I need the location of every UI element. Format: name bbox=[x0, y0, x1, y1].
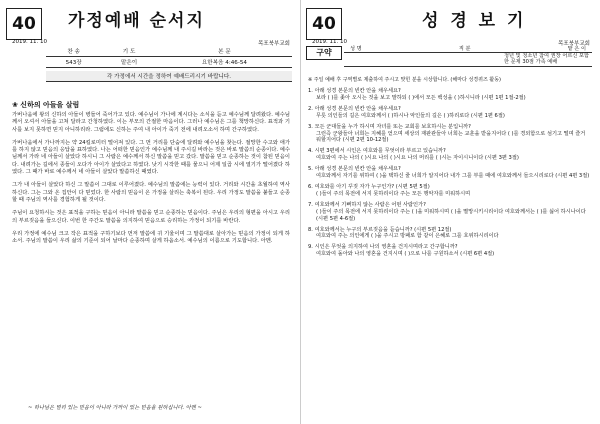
question-item bbox=[308, 184, 590, 198]
answer-line[interactable]: 여호와여 주는 나의 ( )시요 나의 ( )시요 나의 머리를 ( )시는 자이시니이다 (시편 3편 3절) bbox=[316, 155, 519, 162]
question-text: 7. 여호와께서 기뻐하지 않는 사람은 어떤 사람인가? bbox=[308, 201, 426, 208]
answer-line[interactable]: ( )들이 주의 목전에 서지 못하리이다 주는 ( )을 미워하시며 ( )을 멸망시키시리이다 여호와께서는 ( )를 싫어 하시나이다 (시편 5편 4-6절) bbox=[316, 208, 586, 222]
question-item bbox=[308, 148, 590, 162]
order-header: 기 도 bbox=[101, 46, 157, 57]
answer-line[interactable]: ( )들이 주의 목전에 서지 못하리이다 주는 모든 행악자를 미워하시며 bbox=[316, 190, 471, 197]
paragraph: 가버나움에 왕의 신하의 아들이 병들어 죽어가고 있다. 예수님이 가나에 계시다는 소식을 듣고 예수님께 달려왔다. 예수님께서 오셔서 아들을 고쳐 달라고 간청하였다. 이는 부모의 간절한 마음이다. 그러나 예수님은 그를 책망하신다. 표적과 기사를 보지 못하면 믿지 아니하리라. 그럼에도 신하는 주여 내 아이가 죽기 전에 내려오소서 하며 간구하였다. bbox=[12, 112, 290, 133]
header-cell: 직 분 bbox=[458, 46, 471, 52]
order-value: 요한복음 4:46-54 bbox=[157, 57, 292, 68]
answer-line[interactable]: 여호와께서 자기를 위하여 ( )을 택하신 줄 너희가 알지어다 내가 그를 부를 때에 여호와께서 들으시리로다 (시편 4편 3절) bbox=[316, 173, 590, 180]
question-text: 8. 여호와께서는 누구의 부르짖음을 듣습니까? (시편 5편 12절) bbox=[308, 226, 452, 233]
answer-line[interactable]: 그런즉 군왕들아 너희는 지혜를 얻으며 세상의 재판관들아 너희는 교훈을 받을지어다 ( )를 경외함으로 섬기고 떨며 즐거워할지어다 (시편 2편 10-12절) bbox=[316, 130, 586, 144]
issue-date: 2019. 11. 10 bbox=[12, 39, 47, 45]
participant-table bbox=[344, 45, 592, 67]
paragraph: 우리 가정에 예수님 크고 작은 표적을 구하기보다 먼저 말씀에 귀 기울이며 그 말씀대로 살아가는 믿음의 가정이 되게 하소서. 주님의 말씀이 우리 삶의 기준이 되어 날마다 순종하며 살게 하옵소서. 예수님의 이름으로 기도합니다. 아멘. bbox=[12, 230, 290, 245]
page-title: 가정예배 순서지 bbox=[68, 11, 205, 31]
page-divider bbox=[300, 0, 301, 424]
participant-table-header bbox=[344, 45, 592, 53]
sermon-title: ❀ 신하의 아들을 살림 bbox=[12, 101, 80, 109]
church-name: 목포북부교회 bbox=[558, 41, 590, 47]
question-item bbox=[308, 202, 590, 223]
question-text: 6. 여호와를 아기 꾸짖 자가 누구인가? (시편 5편 5절) bbox=[308, 183, 430, 190]
question-text: 1. 아래 성경 본문의 빈칸 안을 채우세요? bbox=[308, 88, 401, 94]
paragraph: 주님이 요청하시는 것은 표적을 구하는 믿음이 아니라 말씀을 믿고 순종하는 믿음이다. 주님은 우리의 형편을 아시고 우리의 부르짖음을 들으신다. 이번 한 주간도 말씀을 의지하여 믿음으로 승리하는 가정이 되기를 바란다. bbox=[12, 210, 290, 224]
paragraph: 가버나움에서 가나까지는 약 24킬로미터 떨어져 있다. 그 먼 거리를 단숨에 달려와 예수님을 찾는다. 절망한 수고와 애가를 하지 않고 믿음의 응답을 표하였다. 나는 어떠한 믿음인가 예수님께 내 주시길 바라는 것은 바로 말씀의 순종이다. 예수님께서 가라 네 아들이 살았다 하시니 그 사람은 예수께서 하신 말씀을 믿고 갔다. 말씀을 믿고 순종하는 것이 참된 믿음이다. 내려가는 길에서 종들이 오다가 아이가 살았다고 하였다. 낫기 시작한 때를 물으니 어제 일곱 시에 열기가 떨어졌다 하였다. 그 때가 바로 예수께서 네 아들이 살았다 말씀하신 때였다. bbox=[12, 139, 290, 176]
issue-date: 2019. 11. 10 bbox=[312, 39, 347, 45]
notice-bar: 각 가정에서 시간을 정하여 예배드리시기 바랍니다. bbox=[46, 71, 292, 82]
issue-number: 40 bbox=[6, 8, 42, 40]
order-header: 본 문 bbox=[157, 46, 292, 57]
order-header: 찬 송 bbox=[46, 46, 101, 57]
table-row: 청년 및 청소년 참여 권장 어르신 포함 bbox=[504, 53, 590, 59]
header-cell: 성 명 bbox=[350, 46, 362, 52]
question-item bbox=[308, 106, 590, 120]
table-row: 한 문제 30점 가족 예배 bbox=[504, 59, 558, 66]
question-item bbox=[308, 124, 590, 145]
question-item bbox=[308, 227, 590, 241]
divider bbox=[344, 66, 592, 67]
question-text: 4. 시편 3편에서 시인은 여호와를 무엇이라 부르고 있습니까? bbox=[308, 148, 446, 155]
answer-line[interactable]: 여호와여 돌아와 나의 영혼을 건지시며 ( )으로 나를 구원하소서 (시편 6편 4절) bbox=[316, 251, 495, 258]
header-cell: 맡 은 이 bbox=[567, 46, 586, 52]
bible-quiz-sheet bbox=[304, 0, 594, 424]
quiz-note: ※ 주일 예배 후 구역별로 제출하여 주시고 맞힌 분을 시상합니다. (해마다 성경퀴즈 활동) bbox=[308, 77, 501, 83]
answer-line[interactable]: 무릇 의인들의 길은 여호와께서 ( )하시나 악인들의 길은 ( )하리로다 (시편 1편 6절) bbox=[316, 112, 505, 119]
worship-order-sheet bbox=[4, 0, 294, 424]
closing-line: ~ 하나님은 멀리 있는 믿음이 아니라 가까이 있는 믿음을 원하십니다. 아멘 ~ bbox=[28, 405, 202, 411]
page-title: 성 경 보 기 bbox=[422, 11, 527, 31]
question-item bbox=[308, 166, 590, 180]
old-testament-label: 구약 bbox=[306, 46, 342, 60]
quiz-header bbox=[304, 0, 594, 46]
question-item bbox=[308, 88, 590, 102]
question-list bbox=[308, 88, 590, 262]
question-text: 2. 아래 성경 본문의 빈칸 안을 채우세요? bbox=[308, 105, 401, 112]
order-value: 맡은이 bbox=[101, 57, 157, 68]
answer-line[interactable]: 여호와여 주는 의인에게 ( )을 주시고 방패로 함 같이 은혜로 그를 호위하시리이다 bbox=[316, 233, 499, 240]
answer-line[interactable]: 보라 ( )를 좇아 오시는 것을 보고 말하되 ( )에서 모든 백성을 ( )하시니라 (시편 1편 1절-2절) bbox=[316, 94, 526, 101]
question-text: 3. 모든 군대들을 누가 하시며 자녀를 또는 교회를 보호하시는 분입니까? bbox=[308, 123, 471, 130]
sermon-body bbox=[12, 112, 290, 251]
question-text: 9. 시인은 무엇을 의지하여 나의 영혼을 건지시며라고 간구합니까? bbox=[308, 244, 458, 251]
order-value: 543장 bbox=[46, 57, 101, 68]
church-name: 목포북부교회 bbox=[258, 41, 290, 47]
issue-number: 40 bbox=[306, 8, 342, 40]
question-text: 5. 아래 성경 본문의 빈칸 안을 채우세요? bbox=[308, 166, 401, 173]
sheet-header bbox=[4, 0, 294, 46]
paragraph: 그가 내 아들이 살았다 하신 그 말씀이 그대로 이루어졌다. 예수님의 말씀에는 능력이 있다. 거리와 시간을 초월하여 역사하신다. 그는 그와 온 집안이 다 믿었다. 한 사람의 믿음이 온 가정을 살리는 축복이 된다. 우리 가정도 말씀을 붙들고 순종할 때 주님의 역사를 경험하게 될 것이다. bbox=[12, 182, 290, 203]
question-item bbox=[308, 244, 590, 258]
worship-order-table bbox=[46, 46, 292, 68]
